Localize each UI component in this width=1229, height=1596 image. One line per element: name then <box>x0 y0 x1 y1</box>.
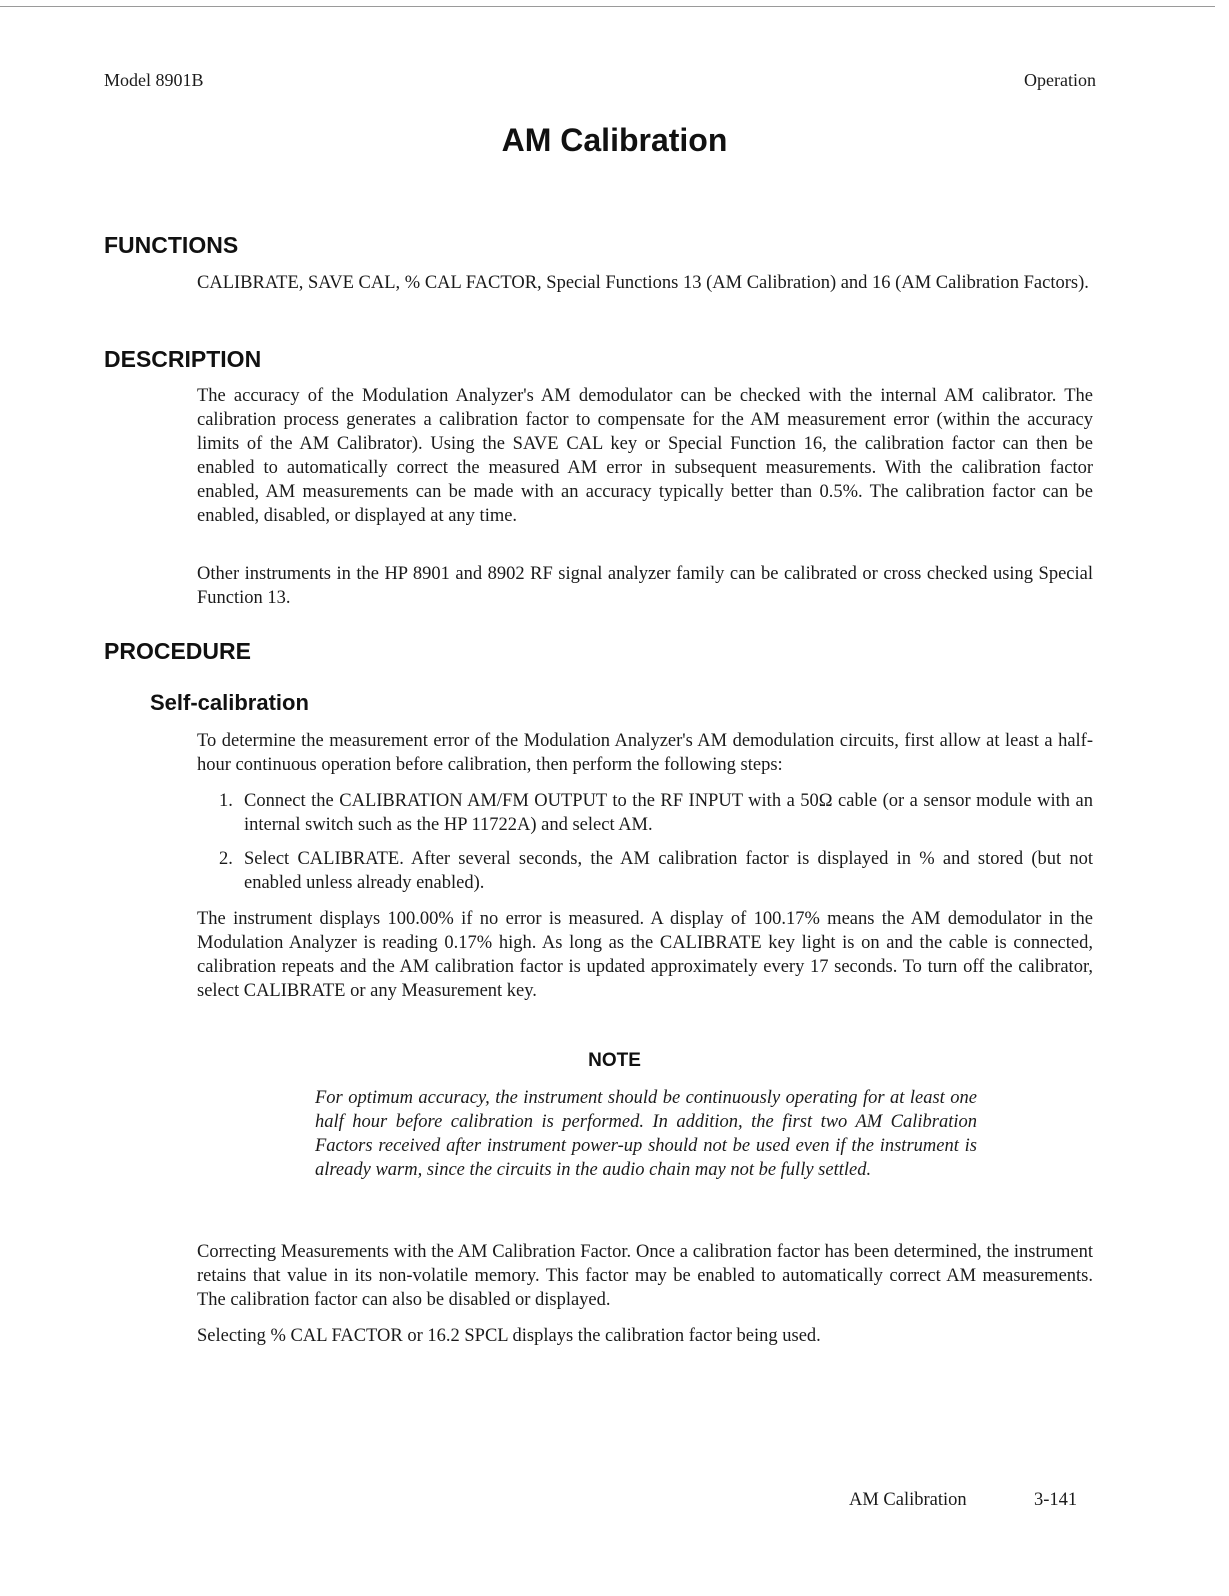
step-1-text: Connect the CALIBRATION AM/FM OUTPUT to the RF INPUT with a 50Ω cable (or a sensor module with an internal switch such as the HP 11722A) and select AM. <box>244 791 1093 835</box>
note-heading: NOTE <box>588 1050 641 1071</box>
step-2-number: 2. <box>219 849 233 869</box>
step-1-number: 1. <box>219 791 233 811</box>
functions-text: CALIBRATE, SAVE CAL, % CAL FACTOR, Special Functions 13 (AM Calibration) and 16 (AM Calibration Factors). <box>197 273 1089 293</box>
page-number: 3-141 <box>1034 1490 1078 1510</box>
description-heading: DESCRIPTION <box>104 346 262 372</box>
page-title: AM Calibration <box>501 122 728 158</box>
selecting-paragraph: Selecting % CAL FACTOR or 16.2 SPCL displays the calibration factor being used. <box>197 1326 821 1346</box>
top-rule <box>0 6 1215 7</box>
after-steps-paragraph: The instrument displays 100.00% if no error is measured. A display of 100.17% means the AM demodulator in the Modulation Analyzer is reading 0.17% high. As long as the CALIBRATE key light is on and the cable is connected, calibration repeats and the AM calibration factor is updated approximately every 17 seconds. To turn off the calibrator, select CALIBRATE or any Measurement key. <box>197 909 1093 1001</box>
header-model: Model 8901B <box>104 70 204 90</box>
correcting-paragraph: Correcting Measurements with the AM Calibration Factor. Once a calibration factor has been determined, the instrument retains that value in its non-volatile memory. This factor may be enabled to automatically correct AM measurements. The calibration factor can also be disabled or displayed. <box>197 1242 1093 1310</box>
step-2-text: Select CALIBRATE. After several seconds, the AM calibration factor is displayed in % and stored (but not enabled unless already enabled). <box>244 849 1093 893</box>
header-section: Operation <box>1024 70 1096 90</box>
footer-title: AM Calibration <box>849 1490 967 1510</box>
functions-heading: FUNCTIONS <box>104 232 239 258</box>
step-2 <box>219 847 1093 895</box>
self-calibration-heading: Self-calibration <box>150 690 309 715</box>
description-paragraph-2: Other instruments in the HP 8901 and 8902 RF signal analyzer family can be calibrated or cross checked using Special Function 13. <box>197 564 1093 608</box>
step-1 <box>219 789 1093 837</box>
description-paragraph-1: The accuracy of the Modulation Analyzer's AM demodulator can be checked with the internal AM calibrator. The calibration process generates a calibration factor to compensate for the AM measurement error (within the accuracy limits of the AM Calibrator). Using the SAVE CAL key or Special Function 16, the calibration factor can then be enabled to automatically correct the measured AM error in subsequent measurements. With the calibration factor enabled, AM measurements can be made with an accuracy typically better than 0.5%. The calibration factor can be enabled, disabled, or displayed at any time. <box>197 386 1093 526</box>
note-text: For optimum accuracy, the instrument should be continuously operating for at least one half hour before calibration is performed. In addition, the first two AM Calibration Factors received after instrument power-up should not be used even if the instrument is already warm, since the circuits in the audio chain may not be fully settled. <box>315 1088 977 1180</box>
procedure-heading: PROCEDURE <box>104 638 251 664</box>
procedure-intro: To determine the measurement error of the Modulation Analyzer's AM demodulation circuits, first allow at least a half-hour continuous operation before calibration, then perform the following steps: <box>197 731 1093 775</box>
